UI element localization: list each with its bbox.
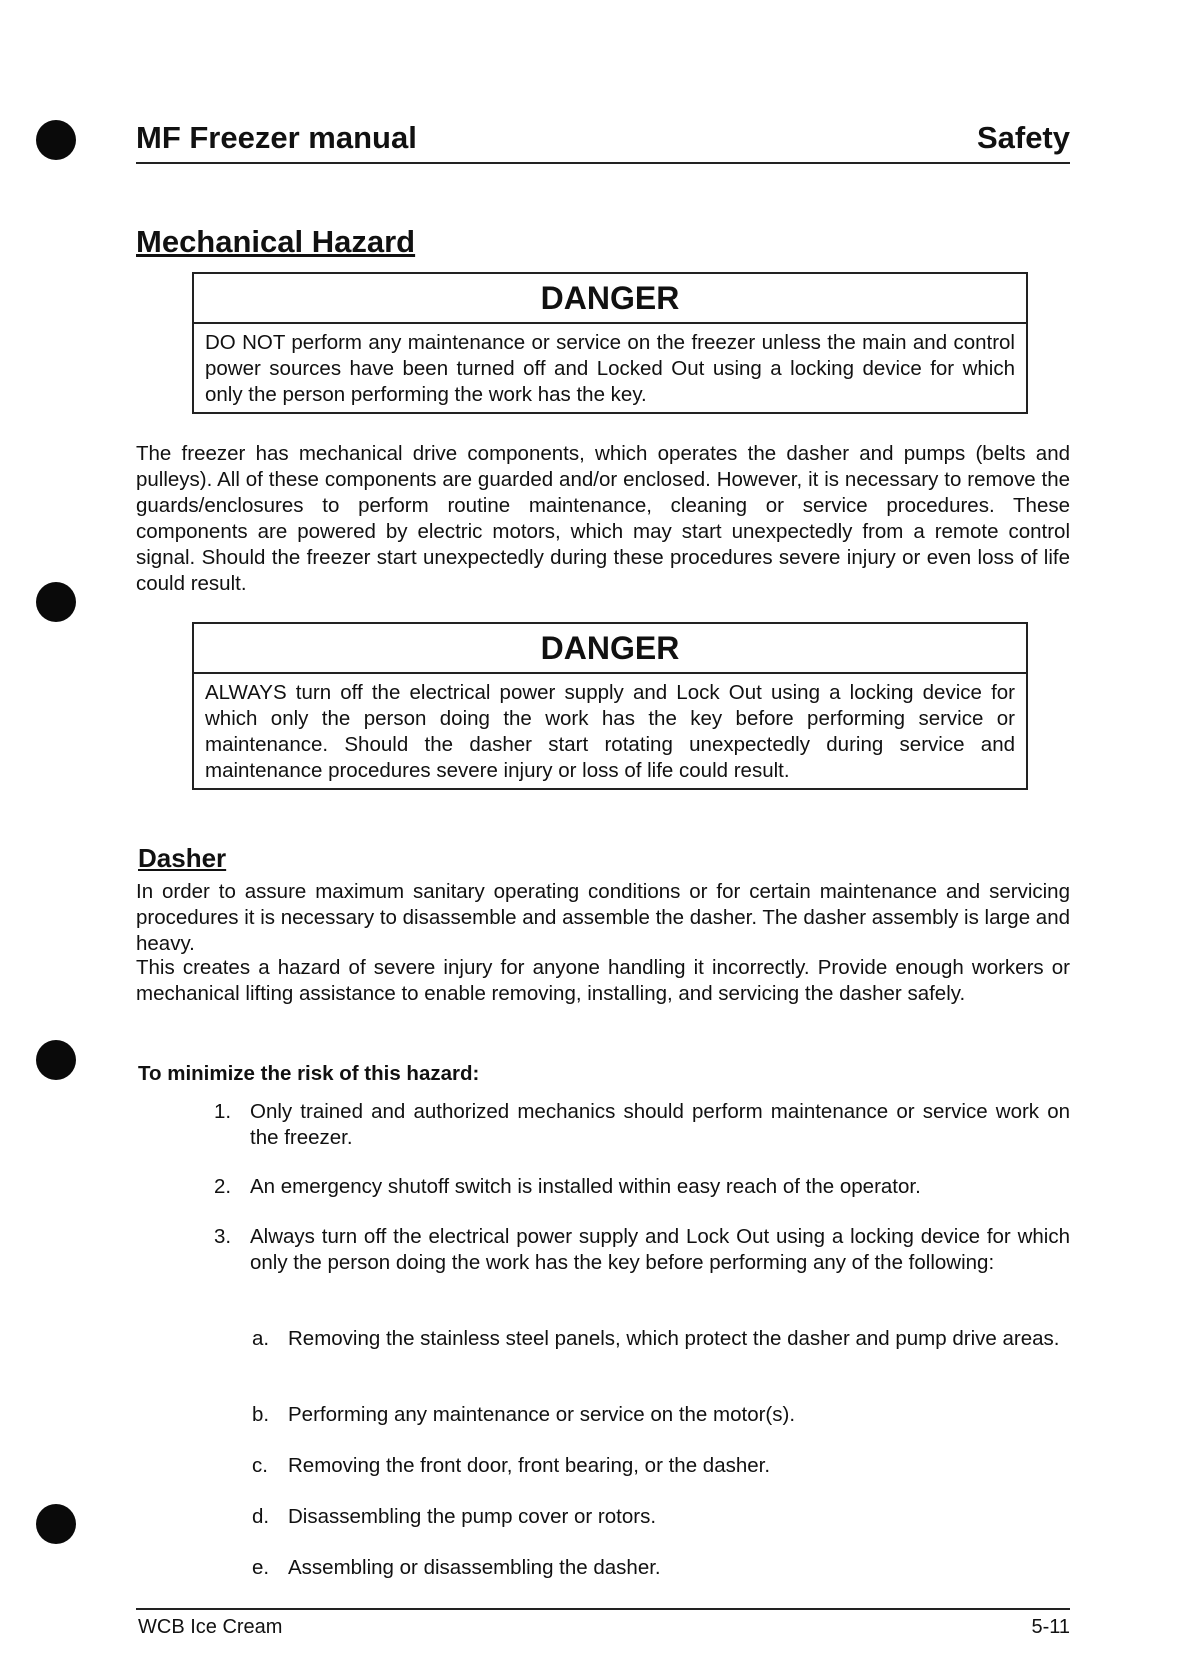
list-item: Assembling or disassembling the dasher. [288, 1556, 661, 1579]
page-number: 5-11 [1031, 1616, 1070, 1638]
intro-paragraph: The freezer has mechanical drive components, which operates the dasher and pumps (belts and pulleys). All of these components are guarded and/or enclosed. However, it is necessary to remove the guards/enclosures to perform routine maintenance, cleaning or service procedures. These components are powered by electric motors, which may start unexpectedly from a remote control signal. Should the freezer start unexpectedly during these procedures severe injury or even loss of life could result. [136, 442, 1070, 595]
page-footer [136, 1608, 1070, 1640]
footer-company: WCB Ice Cream [138, 1616, 283, 1638]
list-number: 1. [214, 1100, 232, 1123]
dasher-paragraph-2: This creates a hazard of severe injury for anyone handling it incorrectly. Provide enough workers or mechanical lifting assistance to enable removing, installing, and servicing the dasher safely. [136, 956, 1070, 1005]
list-letter: d. [252, 1505, 270, 1528]
list-letter: e. [252, 1556, 270, 1579]
risk-heading: To minimize the risk of this hazard: [138, 1062, 480, 1085]
danger-box-2 [192, 622, 1028, 790]
section-name: Safety [976, 120, 1070, 155]
list-item: An emergency shutoff switch is installed within easy reach of the operator. [250, 1175, 921, 1198]
danger-text: ALWAYS turn off the electrical power supply and Lock Out using a locking device for which only the person doing the work has the key before performing service or maintenance. Should the dasher start rotating unexpectedly during service and maintenance procedures severe injury or loss of life could result. [205, 681, 1015, 782]
danger-box-1 [192, 272, 1028, 414]
list-item: Disassembling the pump cover or rotors. [288, 1505, 657, 1528]
danger-heading: DANGER [194, 624, 1026, 674]
list-item: Only trained and authorized mechanics should perform maintenance or service work on the freezer. [250, 1100, 1070, 1149]
page-header [136, 116, 1070, 164]
binder-hole-2 [36, 582, 76, 622]
list-item: Removing the stainless steel panels, which protect the dasher and pump drive areas. [288, 1327, 1060, 1350]
list-item: Performing any maintenance or service on the motor(s). [288, 1403, 796, 1426]
list-letter: b. [252, 1403, 270, 1426]
list-item: Always turn off the electrical power supply and Lock Out using a locking device for which only the person doing the work has the key before performing any of the following: [250, 1225, 1070, 1274]
list-number: 2. [214, 1175, 232, 1198]
binder-hole-1 [36, 120, 76, 160]
list-letter: c. [252, 1454, 268, 1477]
binder-hole-4 [36, 1504, 76, 1544]
list-letter: a. [252, 1327, 270, 1350]
list-item: Removing the front door, front bearing, or the dasher. [288, 1454, 771, 1477]
manual-title: MF Freezer manual [136, 120, 417, 155]
binder-hole-3 [36, 1040, 76, 1080]
list-number: 3. [214, 1225, 232, 1248]
danger-heading: DANGER [194, 274, 1026, 324]
dasher-title: Dasher [138, 843, 227, 873]
dasher-paragraph-1: In order to assure maximum sanitary operating conditions or for certain maintenance and servicing procedures it is necessary to disassemble and assemble the dasher. The dasher assembly is large and heavy. [136, 880, 1071, 955]
section-title: Mechanical Hazard [136, 224, 416, 259]
danger-text: DO NOT perform any maintenance or service on the freezer unless the main and control power sources have been turned off and Locked Out using a locking device for which only the person performing the work has the key. [205, 331, 1015, 406]
